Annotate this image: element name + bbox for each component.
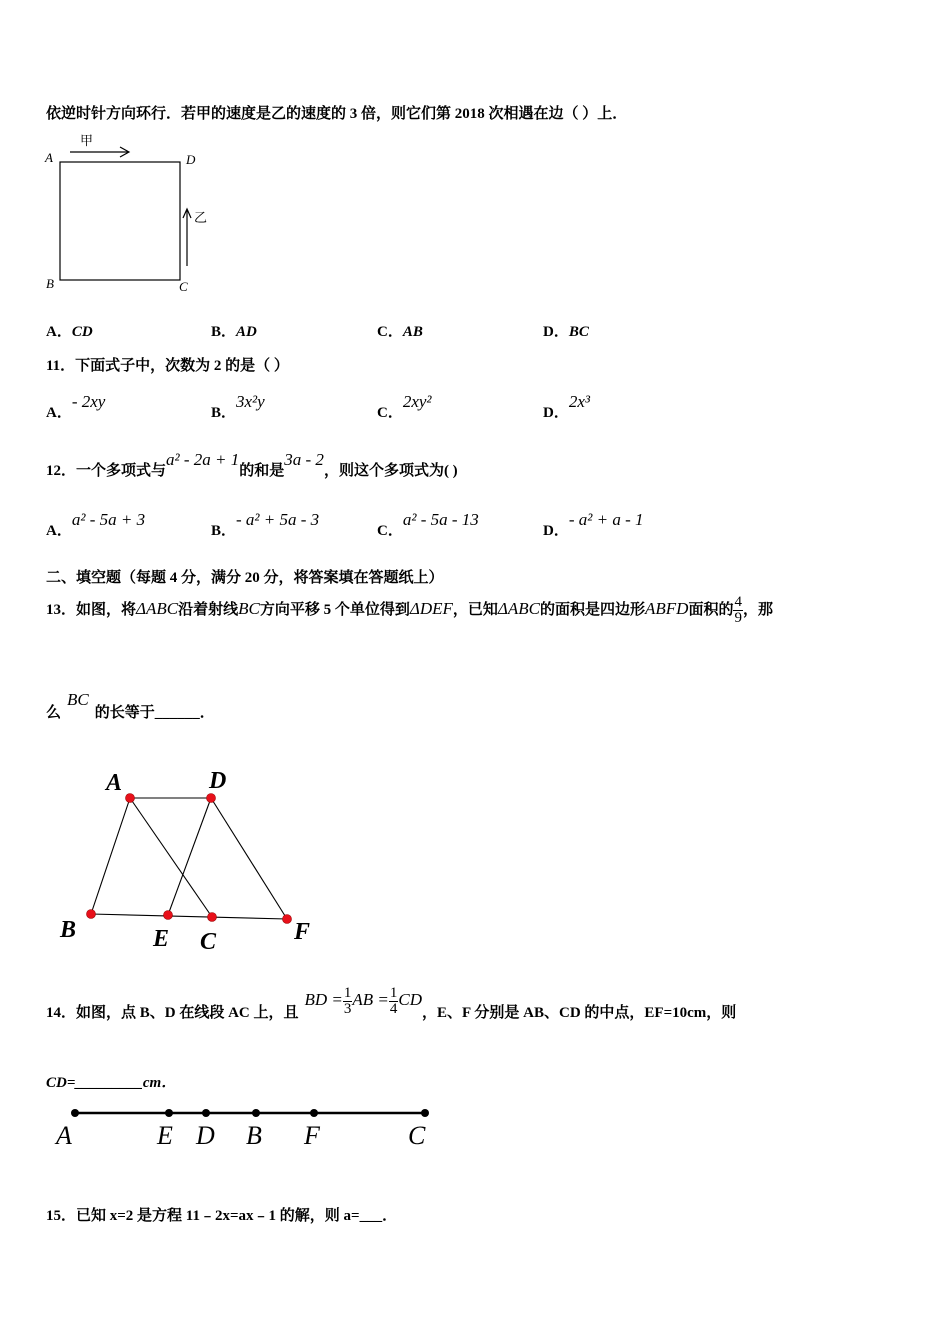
q10-square-figure xyxy=(60,147,191,280)
q13-stem xyxy=(46,594,773,626)
option-value: AB xyxy=(402,324,423,340)
text: 面积的 xyxy=(688,602,734,618)
option-label: D． xyxy=(543,324,569,340)
option-label: B． xyxy=(211,405,237,421)
text: 14．如图，点 B、D 在线段 AC 上，且 xyxy=(46,1005,299,1021)
option-value: a² - 5a + 3 xyxy=(71,510,146,529)
option-value: - a² + 5a - 3 xyxy=(236,510,320,529)
q10-option-b xyxy=(211,320,257,341)
option-value: - a² + a - 1 xyxy=(568,510,644,529)
math-expr: ΔDEF xyxy=(409,599,453,618)
point-D xyxy=(202,1109,210,1117)
text: ，已知 xyxy=(452,602,498,618)
option-value: 2x³ xyxy=(568,392,590,411)
option-value: 2xy² xyxy=(402,392,432,411)
q11-option-b xyxy=(211,392,265,422)
q13-line2 xyxy=(46,690,215,722)
option-label: A． xyxy=(46,405,72,421)
label-jia: 甲 xyxy=(80,133,94,148)
label-D: D xyxy=(186,152,196,167)
point-A xyxy=(71,1109,79,1117)
text: 12．一个多项式与 xyxy=(46,463,167,479)
square-abcd xyxy=(60,162,180,280)
fraction-1-3 xyxy=(343,986,353,1017)
q12-stem xyxy=(46,450,458,480)
label-E: E xyxy=(153,926,170,952)
denominator: 4 xyxy=(389,1001,398,1018)
point-E xyxy=(164,911,173,920)
point-E xyxy=(165,1109,173,1117)
label-A: A xyxy=(56,1121,72,1150)
math-expr: BD = xyxy=(304,990,343,1009)
math-expr: a² - 2a + 1 xyxy=(166,450,240,469)
q11-option-a xyxy=(46,392,105,422)
label-A: A xyxy=(45,150,53,165)
denominator: 3 xyxy=(343,1001,352,1018)
label-C: C xyxy=(200,929,217,955)
text: ，则这个多项式为( ) xyxy=(323,463,458,479)
answer-blank-text: 的长等于______． xyxy=(94,705,215,721)
numerator: 1 xyxy=(389,985,398,1002)
q14-line2: CD=_________cm． xyxy=(46,1075,177,1091)
q11-option-d xyxy=(543,392,590,422)
label-D: D xyxy=(209,768,227,794)
q15-stem: 15．已知 x=2 是方程 11﹣2x=ax﹣1 的解，则 a=___． xyxy=(46,1208,398,1224)
label-C: C xyxy=(408,1121,426,1150)
label-yi: 乙 xyxy=(194,210,208,225)
math-expr: ΔABC xyxy=(497,599,541,618)
label-B: B xyxy=(246,1121,262,1150)
option-value: a² - 5a - 13 xyxy=(402,510,479,529)
q10-option-a xyxy=(46,320,93,341)
option-label: B． xyxy=(211,324,237,340)
q13-translation-figure xyxy=(91,798,287,919)
option-label: A． xyxy=(46,324,72,340)
point-A xyxy=(126,794,135,803)
q12-option-c xyxy=(377,510,479,540)
text: 的面积是四边形 xyxy=(540,602,646,618)
segment-AC xyxy=(130,798,212,917)
option-label: C． xyxy=(377,324,403,340)
math-expr: BC xyxy=(67,690,89,709)
q10-option-c xyxy=(377,320,423,341)
point-B xyxy=(252,1109,260,1117)
label-E: E xyxy=(157,1121,173,1150)
math-expr: AB = xyxy=(352,990,389,1009)
q12-option-d xyxy=(543,510,643,540)
option-value: AD xyxy=(236,324,257,340)
option-label: C． xyxy=(377,405,403,421)
denominator: 9 xyxy=(734,610,742,627)
label-F: F xyxy=(304,1121,320,1150)
option-label: D． xyxy=(543,523,569,539)
point-B xyxy=(87,910,96,919)
segment-AB xyxy=(91,798,130,914)
option-label: D． xyxy=(543,405,569,421)
fraction-1-4 xyxy=(389,986,399,1017)
text: ，E、F 分别是 AB、CD 的中点，EF=10cm，则 xyxy=(422,1005,737,1021)
numerator: 4 xyxy=(734,594,742,611)
point-F xyxy=(283,915,292,924)
q10-option-d xyxy=(543,320,589,341)
math-expr: ABFD xyxy=(645,599,689,618)
label-F: F xyxy=(294,919,311,945)
text: 沿着射线 xyxy=(178,602,239,618)
math-expr: 3a - 2 xyxy=(284,450,324,469)
q12-option-b xyxy=(211,510,319,540)
option-value: BC xyxy=(568,324,589,340)
option-label: A． xyxy=(46,523,72,539)
math-expr: ΔABC xyxy=(136,599,179,618)
label-B: B xyxy=(60,917,77,943)
text: 么 xyxy=(46,705,62,721)
label-C: C xyxy=(179,279,188,294)
label-B: B xyxy=(46,276,54,291)
math-expr: CD xyxy=(398,990,423,1009)
text: 方向平移 5 个单位得到 xyxy=(259,602,410,618)
option-label: B． xyxy=(211,523,237,539)
point-C xyxy=(421,1109,429,1117)
text: 13．如图，将 xyxy=(46,602,137,618)
numerator: 1 xyxy=(343,985,352,1002)
q11-option-c xyxy=(377,392,432,422)
label-A: A xyxy=(106,770,123,796)
option-value: - 2xy xyxy=(71,392,106,411)
option-label: C． xyxy=(377,523,403,539)
label-D: D xyxy=(196,1121,215,1150)
section-heading: 二、填空题（每题 4 分，满分 20 分，将答案填在答题纸上） xyxy=(46,570,444,586)
point-D xyxy=(207,794,216,803)
segment-DF xyxy=(211,798,287,919)
text: 的和是 xyxy=(239,463,285,479)
segment-BF xyxy=(91,914,287,919)
segment-DE xyxy=(168,798,211,915)
point-C xyxy=(208,913,217,922)
text: ，那 xyxy=(742,602,773,618)
math-expr: BC xyxy=(238,599,260,618)
fraction-4-9 xyxy=(733,595,743,626)
q11-stem: 11．下面式子中，次数为 2 的是（ ） xyxy=(46,358,289,374)
option-value: CD xyxy=(71,324,93,340)
q12-option-a xyxy=(46,510,145,540)
point-F xyxy=(310,1109,318,1117)
q10-stem: 依逆时针方向环行．若甲的速度是乙的速度的 3 倍，则它们第 2018 次相遇在边（ ）上． xyxy=(46,106,628,122)
option-value: 3x²y xyxy=(236,392,265,411)
q14-stem xyxy=(46,985,736,1028)
